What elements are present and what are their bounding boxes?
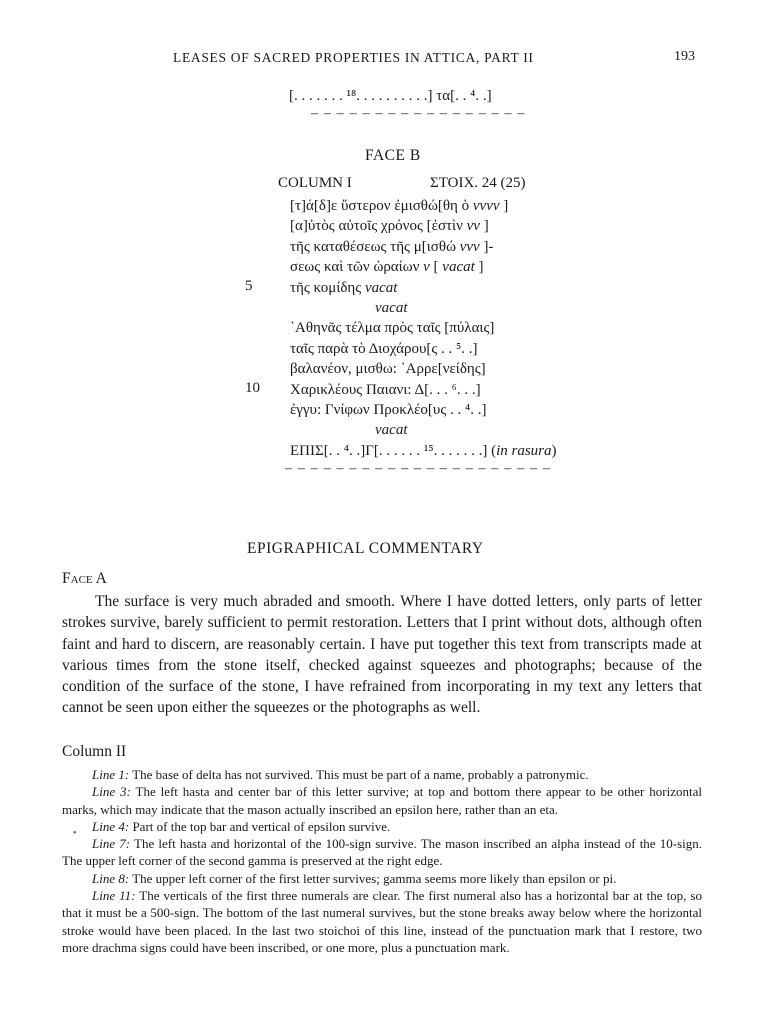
line-note-label: Line 11: — [92, 888, 136, 904]
inscription-line: τῆς κομίδης vacat — [290, 279, 398, 296]
inscription-line: Χαρικλέους Παιανι: Δ[. . . ⁶. . .] — [290, 381, 481, 398]
face-b-break-rule: – – – – – – – – – – – – – – – – – – – – – — [285, 461, 552, 476]
line-note: Line 1: The base of delta has not survived. This must be part of a name, probably a patronymic. — [92, 767, 589, 782]
inscription-line: βαλανέον, μισθω: ᾿Αρρε[νείδης] — [290, 361, 486, 378]
stray-mark: • — [73, 828, 77, 839]
line-number: 10 — [245, 379, 260, 396]
face-a-label: Face A — [62, 570, 107, 587]
line-notes — [62, 766, 702, 956]
running-title: LEASES OF SACRED PROPERTIES IN ATTICA, PART II — [173, 50, 534, 65]
line-note: Line 8: The upper left corner of the first letter survives; gamma seems more likely than epsilon or pi. — [92, 870, 617, 886]
line-number: 5 — [245, 277, 253, 294]
inscription-line: vacat — [375, 422, 408, 439]
column-heading: COLUMN I — [278, 175, 352, 191]
line-note: Line 11: The verticals of the first three numerals are clear. The first numeral also has a horizontal bar at the top, so that it must be a 500-sign. The bottom of the last numeral survives, but the stone breaks away below where the horizontal stroke would have been placed. In the last two stoichoi of this line, instead of the punctuation mark that I restore, two more drachma signs could have been inscribed, or one more, plus a punctuation mark. — [62, 888, 702, 955]
line-note-label: Line 3: — [92, 784, 131, 800]
line-note-label: Line 4: — [92, 818, 130, 834]
face-b-inscription-text — [290, 196, 557, 461]
inscription-line: ταῖς παρὰ τὸ Διοχάρου[ς . . ⁵. .] — [290, 340, 478, 357]
line-note-label: Line 8: — [92, 870, 130, 886]
inscription-line: [α]ὐτὸς αὐτοῖς χρόνος [ἐστὶν vv ] — [290, 218, 489, 235]
line-note: Line 4: Part of the top bar and vertical of epsilon survive. — [92, 818, 391, 834]
line-note-label: Line 7: — [92, 836, 131, 852]
inscription-line: σεως καὶ τῶν ὡραίων v [ vacat ] — [290, 259, 484, 276]
stoichedon-label: ΣΤΟΙΧ. 24 (25) — [430, 175, 526, 191]
inscription-line: ΕΠΙΣ[. . ⁴. .]Γ[. . . . . . ¹⁵. . . . . . .] (in rasura) — [290, 442, 557, 459]
line-note: Line 3: The left hasta and center bar of this letter survive; at top and bottom there appear to be other horizontal marks, which may indicate that the mason actually inscribed an epsilon here, rather than an eta. — [62, 784, 702, 817]
commentary-heading: EPIGRAPHICAL COMMENTARY — [247, 540, 484, 557]
inscription-line: τῆς καταθέσεως τῆς μ[ισθώ vvv ]- — [290, 238, 494, 255]
inscription-line: vacat — [375, 299, 408, 316]
face-a-commentary: The surface is very much abraded and smooth. Where I have dotted letters, only parts of letter strokes survive, barely sufficient to permit restoration. Letters that I print without dots, although often faint and hard to discern, are reasonably certain. I have put together this text from transcripts made at various times from the stone itself, checked against squeezes and photographs; because of the condition of the surface of the stone, I have refrained from incorporating in my text any letters that cannot be seen upon either the squeezes or the photographs as well. — [62, 593, 702, 717]
page-number: 193 — [674, 49, 695, 64]
line-note-label: Line 1: — [92, 767, 130, 782]
inscription-line: [τ]ά[δ]ε ὕστερον ἐμισθώ[θη ὁ vvvv ] — [290, 198, 509, 214]
face-a-break-rule: – – – – – – – – – – – – – – – – – — [311, 106, 526, 121]
inscription-line: ᾿Αθηνᾶς τέλμα πρὸς ταῖς [πύλαις] — [290, 320, 495, 337]
line-note: Line 7: The left hasta and horizontal of the 100-sign survive. The mason inscribed an alpha instead of the 10-sign. The upper left corner of the second gamma is preserved at the right edge. — [62, 836, 702, 869]
inscription-line: ἐγγυ: Γνίφων Προκλέο[υς . . ⁴. .] — [290, 401, 487, 418]
face-b-title: FACE B — [365, 147, 421, 164]
face-a-last-line: [. . . . . . . ¹⁸. . . . . . . . . .] τα[. . ⁴. .] — [289, 88, 492, 104]
column-ii-label: Column II — [62, 743, 127, 760]
